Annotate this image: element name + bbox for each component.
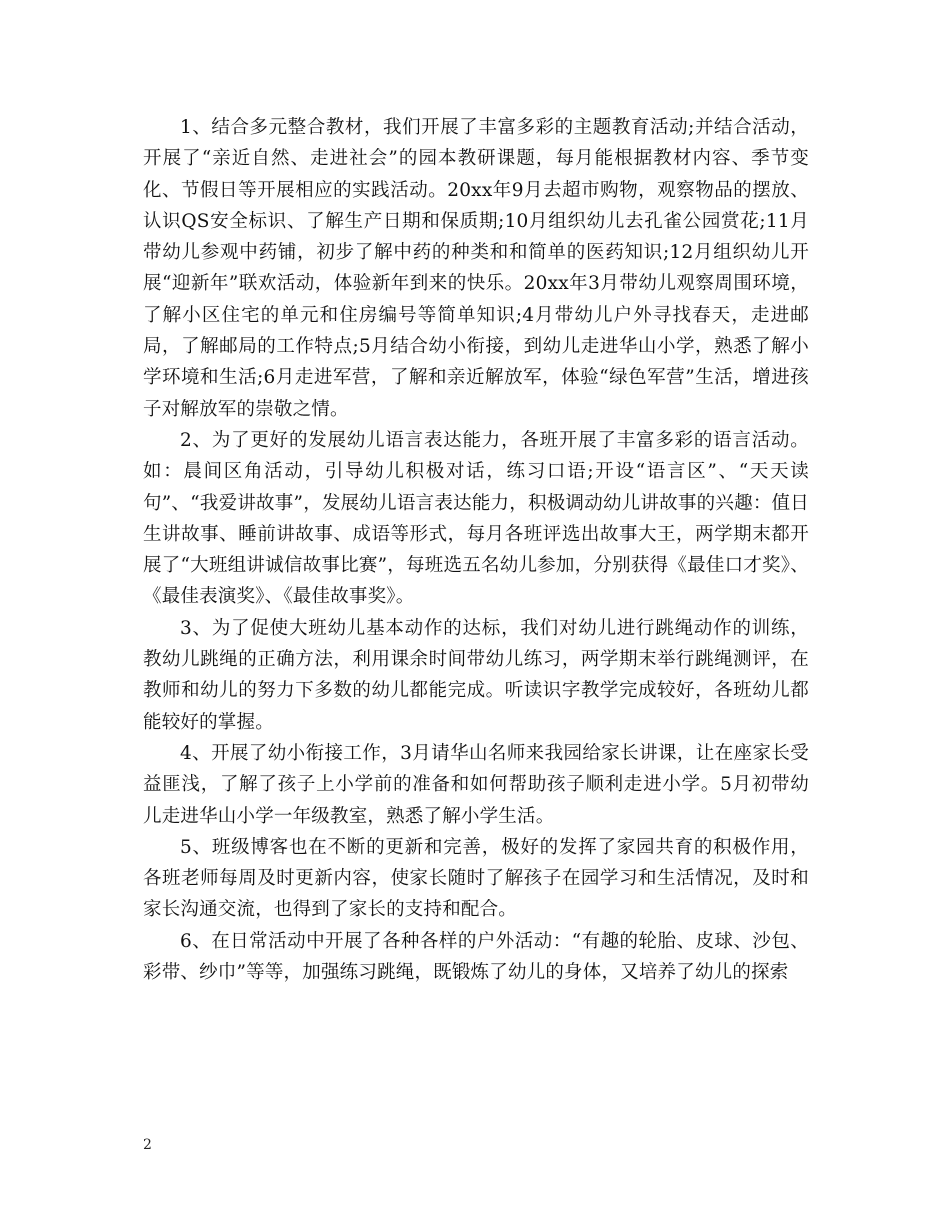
paragraph-4: 4、开展了幼小衔接工作，3月请华山名师来我园给家长讲课，让在座家长受益匪浅，了解了孩子上小学前的准备和如何帮助孩子顺利走进小学。5月初带幼儿走进华山小学一年级教室，熟悉了解小学生活。 (143, 742, 809, 827)
paragraph-1: 1、结合多元整合教材，我们开展了丰富多彩的主题教育活动;并结合活动，开展了“亲近自然、走进社会”的园本教研课题，每月能根据教材内容、季节变化、节假日等开展相应的实践活动。20xx年9月去超市购物，观察物品的摆放、认识QS安全标识、了解生产日期和保质期;10月组织幼儿去孔雀公园赏花;11月带幼儿参观中药铺，初步了解中药的种类和和简单的医药知识;12月组织幼儿开展“迎新年”联欢活动，体验新年到来的快乐。20xx年3月带幼儿观察周围环境，了解小区住宅的单元和住房编号等简单知识;4月带幼儿户外寻找春天，走进邮局，了解邮局的工作特点;5月结合幼小衔接，到幼儿走进华山小学，熟悉了解小学环境和生活;6月走进军营，了解和亲近解放军，体验“绿色军营”生活，增进孩子对解放军的崇敬之情。 (143, 117, 809, 420)
paragraph-2: 2、为了更好的发展幼儿语言表达能力，各班开展了丰富多彩的语言活动。如：晨间区角活动，引导幼儿积极对话，练习口语;开设“语言区”、“天天读句”、“我爱讲故事”，发展幼儿语言表达能力，积极调动幼儿讲故事的兴趣：值日生讲故事、睡前讲故事、成语等形式，每月各班评选出故事大王，两学期末都开展了“大班组讲诚信故事比赛”，每班选五名幼儿参加，分别获得《最佳口才奖》、《最佳表演奖》、《最佳故事奖》。 (143, 429, 809, 608)
paragraph-5: 5、班级博客也在不断的更新和完善，极好的发挥了家园共育的积极作用，各班老师每周及时更新内容，使家长随时了解孩子在园学习和生活情况，及时和家长沟通交流，也得到了家长的支持和配合。 (143, 836, 809, 921)
document-body (143, 112, 809, 988)
paragraph-6: 6、在日常活动中开展了各种各样的户外活动：“有趣的轮胎、皮球、沙包、彩带、纱巾”等等，加强练习跳绳，既锻炼了幼儿的身体，又培养了幼儿的探索 (143, 930, 809, 984)
paragraph-3: 3、为了促使大班幼儿基本动作的达标，我们对幼儿进行跳绳动作的训练，教幼儿跳绳的正确方法，利用课余时间带幼儿练习，两学期末举行跳绳测评，在教师和幼儿的努力下多数的幼儿都能完成。听读识字教学完成较好，各班幼儿都能较好的掌握。 (143, 617, 809, 733)
page-number: 2 (143, 1137, 152, 1153)
